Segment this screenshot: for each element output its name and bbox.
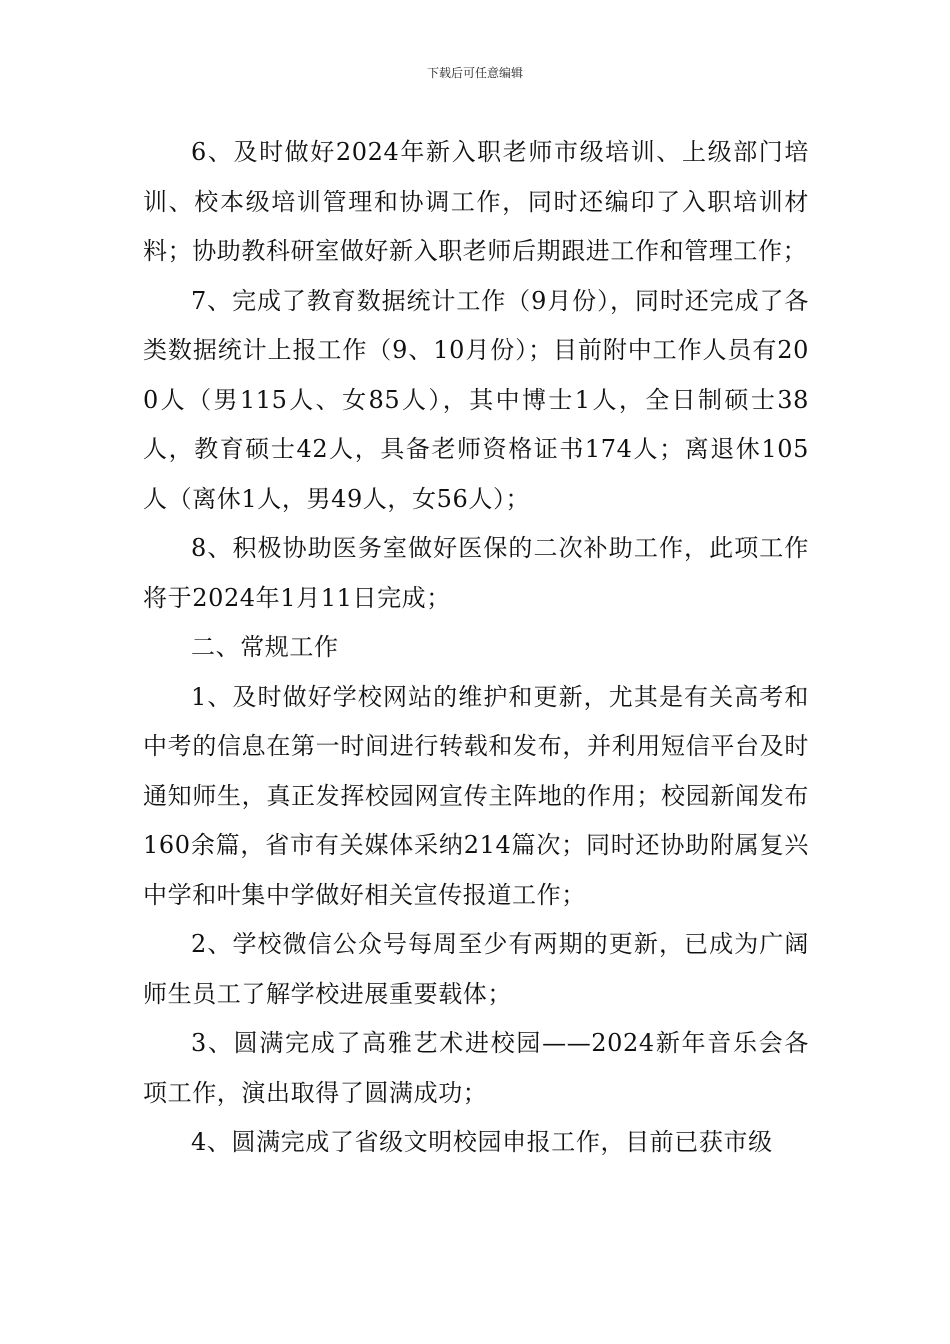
document-body — [143, 128, 809, 1168]
section-heading-routine-work: 二、常规工作 — [191, 633, 339, 661]
page-header-note: 下载后可任意编辑 — [426, 66, 523, 80]
paragraph-item-8: 8、积极协助医务室做好医保的二次补助工作，此项工作将于2024年1月11日完成； — [143, 534, 809, 612]
paragraph-routine-4: 4、圆满完成了省级文明校园申报工作，目前已获市级 — [191, 1128, 773, 1156]
paragraph-item-6: 6、及时做好2024年新入职老师市级培训、上级部门培训、校本级培训管理和协调工作，同时还编印了入职培训材料；协助教科研室做好新入职老师后期跟进工作和管理工作； — [143, 138, 809, 265]
paragraph-routine-1: 1、及时做好学校网站的维护和更新，尤其是有关高考和中考的信息在第一时间进行转载和发布，并利用短信平台及时通知师生，真正发挥校园网宣传主阵地的作用；校园新闻发布160余篇，省市有关媒体采纳214篇次；同时还协助附属复兴中学和叶集中学做好相关宣传报道工作； — [143, 682, 809, 909]
paragraph-routine-3: 3、圆满完成了高雅艺术进校园——2024新年音乐会各项工作，演出取得了圆满成功； — [143, 1029, 809, 1107]
paragraph-routine-2: 2、学校微信公众号每周至少有两期的更新，已成为广阔师生员工了解学校进展重要载体； — [143, 930, 809, 1008]
paragraph-item-7: 7、完成了教育数据统计工作（9月份），同时还完成了各类数据统计上报工作（9、10月份）；目前附中工作人员有200人（男115人、女85人），其中博士1人，全日制硕士38人，教育硕士42人，具备老师资格证书174人；离退休105人（离休1人，男49人，女56人）； — [143, 286, 809, 513]
